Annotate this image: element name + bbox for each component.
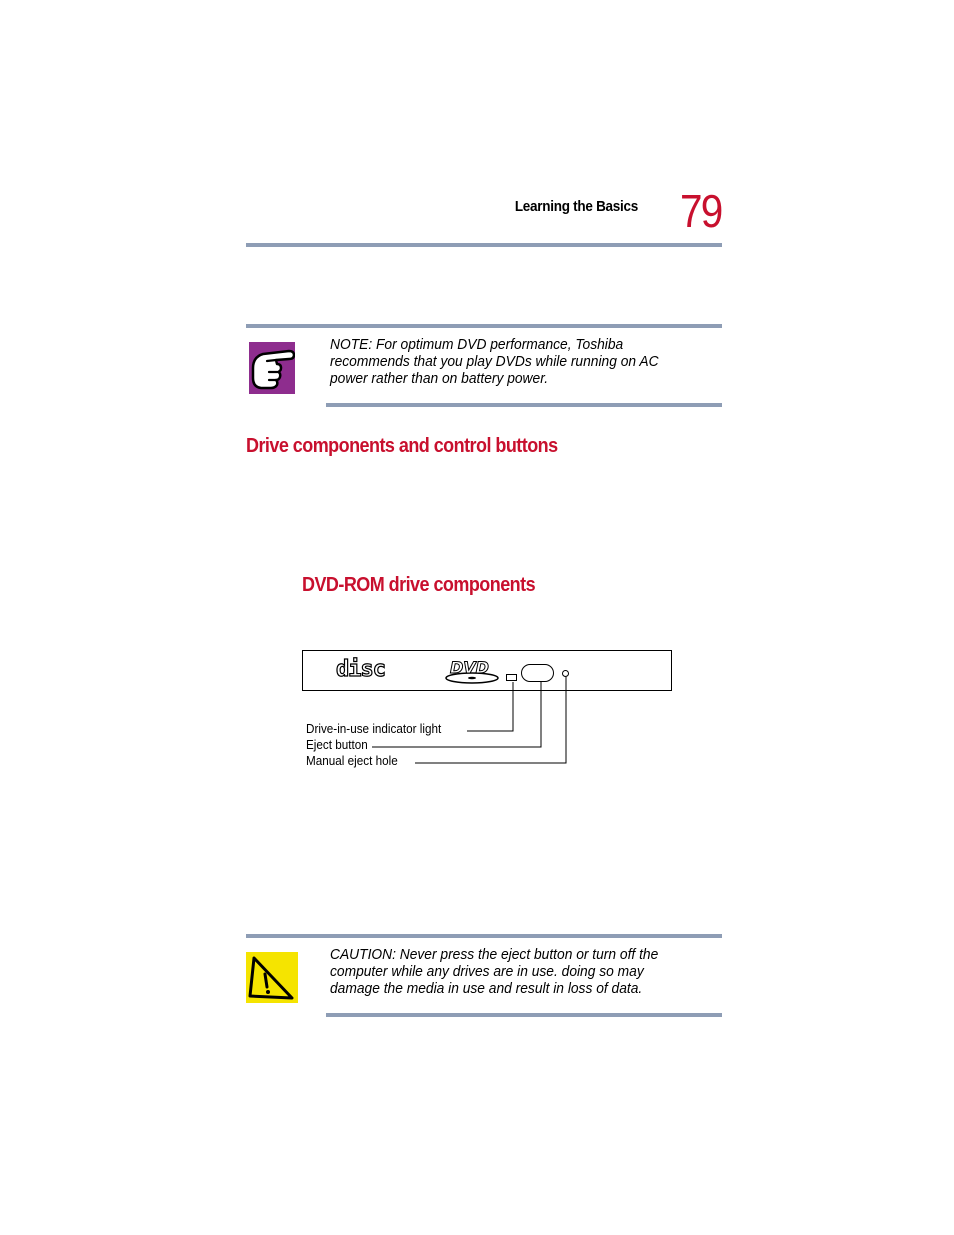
manual-eject-hole [562,670,569,677]
callout-eject-button: Eject button [306,737,368,752]
callout-indicator-light: Drive-in-use indicator light [306,721,442,736]
eject-button[interactable] [521,664,554,682]
figure-heading: DVD-ROM drive components [302,574,536,596]
dvd-logo [444,656,504,686]
note-top-rule [246,324,722,328]
header-rule [246,243,722,247]
page-number: 79 [680,185,722,237]
callout-manual-eject-hole: Manual eject hole [306,753,398,768]
caution-text: CAUTION: Never press the eject button or turn off the computer while any drives are in use. doing so may damage the media in use and result in loss of data. [330,946,659,997]
caution-top-rule [246,934,722,938]
section-heading: Drive components and control buttons [246,435,558,457]
drive-in-use-indicator-light [506,674,517,681]
caution-bottom-rule [326,1013,722,1017]
note-text: NOTE: For optimum DVD performance, Toshiba recommends that you play DVDs while running on AC power rather than on battery power. [330,336,659,387]
disc-logo: disc [336,657,385,682]
warning-triangle-icon [246,952,298,1003]
running-header-title: Learning the Basics [514,198,638,215]
note-bottom-rule [326,403,722,407]
pointing-hand-icon [249,342,295,394]
dvd-logo-text: DVD [450,658,489,677]
